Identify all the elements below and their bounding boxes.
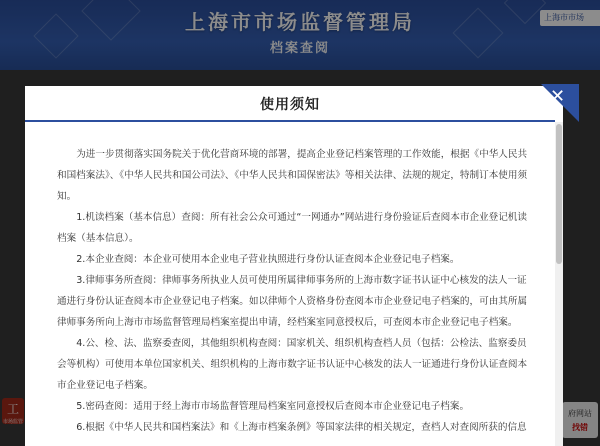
- notice-paragraph: 2.本企业查阅：本企业可使用本企业电子营业执照进行身份认证查阅本企业登记电子档案。: [76, 254, 460, 265]
- notice-paragraph: 3.律师事务所查阅：律师事务所执业人员可使用所属律师事务所的上海市数字证书认证中心核发的法人一证通进行身份认证查阅本市企业登记电子档案。如以律师个人资格身份查阅本市企业登记电子档案的，可由其所属律师事务所向上海市市场监督管理局档案室提出申请，经档案室同意授权后，可查阅本市企业登记电子档案。: [57, 275, 528, 328]
- close-icon[interactable]: ✕: [550, 86, 566, 107]
- header-link[interactable]: 上海市市场: [540, 10, 600, 26]
- site-subtitle: 档案查阅: [269, 41, 330, 56]
- modal-title: 使用须知: [260, 97, 320, 113]
- badge-line2: 找错: [572, 423, 588, 432]
- modal-body: [57, 144, 535, 438]
- notice-paragraph: 6.根据《中华人民共和国档案法》和《上海市档案条例》等国家法律的相关规定，查档人对查阅所获的信息: [76, 422, 527, 433]
- left-badge-text: 工: [6, 402, 19, 416]
- modal-header: [25, 86, 555, 122]
- notice-modal: [25, 86, 566, 446]
- site-title: 上海市市场监督管理局: [185, 10, 415, 34]
- badge-line1: 府网站: [568, 409, 592, 418]
- left-badge-small: 市场监管: [2, 419, 23, 425]
- notice-paragraph: 1.机读档案（基本信息）查阅：所有社会公众可通过“一网通办”网站进行身份验证后查阅本市企业登记机读档案（基本信息）。: [57, 212, 527, 244]
- scroll-thumb[interactable]: [556, 124, 562, 264]
- notice-paragraph: 5.密码查阅：适用于经上海市市场监督管理局档案室同意授权后查阅本市企业登记电子档案。: [76, 401, 470, 412]
- modal-scrollbar[interactable]: [555, 122, 563, 446]
- notice-paragraph: 4.公、检、法、监察委查阅，其他组织机构查阅：国家机关、组织机构查档人员（包括：公检法、监察委员会等机构）可使用本单位国家机关、组织机构的上海市数字证书认证中心核发的法人一证通进行身份认证查阅本市企业登记电子档案。: [57, 338, 528, 391]
- notice-paragraph: 为进一步贯彻落实国务院关于优化营商环境的部署，提高企业登记档案管理的工作效能，根据《中华人民共和国档案法》、《中华人民共和国公司法》、《中华人民共和国保密法》等相关法律、法规的规定，特制订本使用须知。: [57, 149, 528, 202]
